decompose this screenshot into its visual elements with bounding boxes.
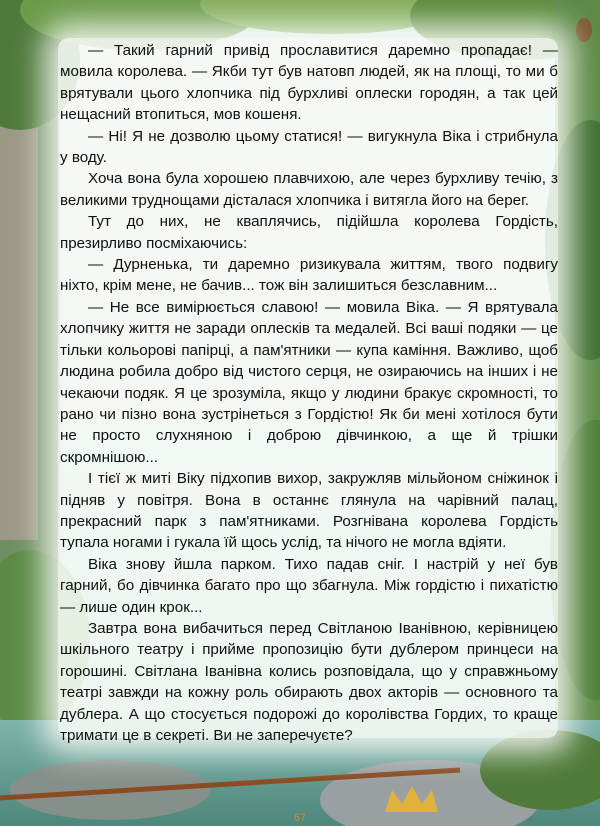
paragraph: Завтра вона вибачиться перед Світланою Іванівною, керівницею шкільного театру і прийме пропозицію бути дублером принцеси на горошині. Світлана Іванівна колись розповідала, що у справжньому театрі завжди на кожну роль обирають двох акторів — основного та дублера. А що стосується подорожі до королівства Гордих, то краще тримати це в секреті. Ви не заперечуєте? (60, 619, 558, 744)
story-text (60, 40, 558, 746)
page-number: 67 (293, 812, 307, 824)
paragraph: — Такий гарний привід прославитися даремно пропадає! — мовила королева. — Якби тут був натовп людей, як на площі, то ми б врятували цього хлопчика під бурхливі оплески городян, а так цей нещасний втопиться, мов кошеня. (60, 42, 558, 124)
paragraph: Віка знову йшла парком. Тихо падав сніг. І настрій у неї був гарний, бо дівчинка багато про що збагнула. Між гордістю і пихатістю — лише один крок... (60, 555, 558, 616)
paragraph: Хоча вона була хорошею плавчихою, але через бурхливу течію, з великими труднощами дісталася хлопчика і витягла його на берег. (60, 170, 558, 209)
paragraph: Тут до них, не кваплячись, підійшла королева Гордість, презирливо посміхаючись: (60, 213, 558, 252)
paragraph: — Не все вимірюється славою! — мовила Віка. — Я врятувала хлопчику життя не заради оплесків та медалей. Всі ваші подяки — це тільки кольорові папірці, а пам'ятники — купа каміння. Важливо, щоб людина робила добро від чистого серця, не озираючись на інших і не чекаючи подяк. Я це зрозуміла, якщо у людини бракує скромності, то рано чи пізно вона зустрінеться з Гордістю! Як би мені хотілося бути не просто слухняною і доброю дівчинкою, а ще й трішки скромнішою... (60, 298, 558, 466)
paragraph: — Ні! Я не дозволю цьому статися! — вигукнула Віка і стрибнула у воду. (60, 127, 558, 167)
paragraph: І тієї ж миті Віку підхопив вихор, закружляв мільйоном сніжинок і підняв у повітря. Вона в останнє глянула на чарівний палац, прекрасний парк з пам'ятниками. Розгнівана королева Гордість тупала ногами і гукала їй щось услід, та нічого не могла вдіяти. (60, 470, 558, 552)
paragraph: — Дурненька, ти даремно ризикувала життям, твого подвигу ніхто, крім мене, не бачив... тож він залишиться безславним... (60, 256, 558, 295)
